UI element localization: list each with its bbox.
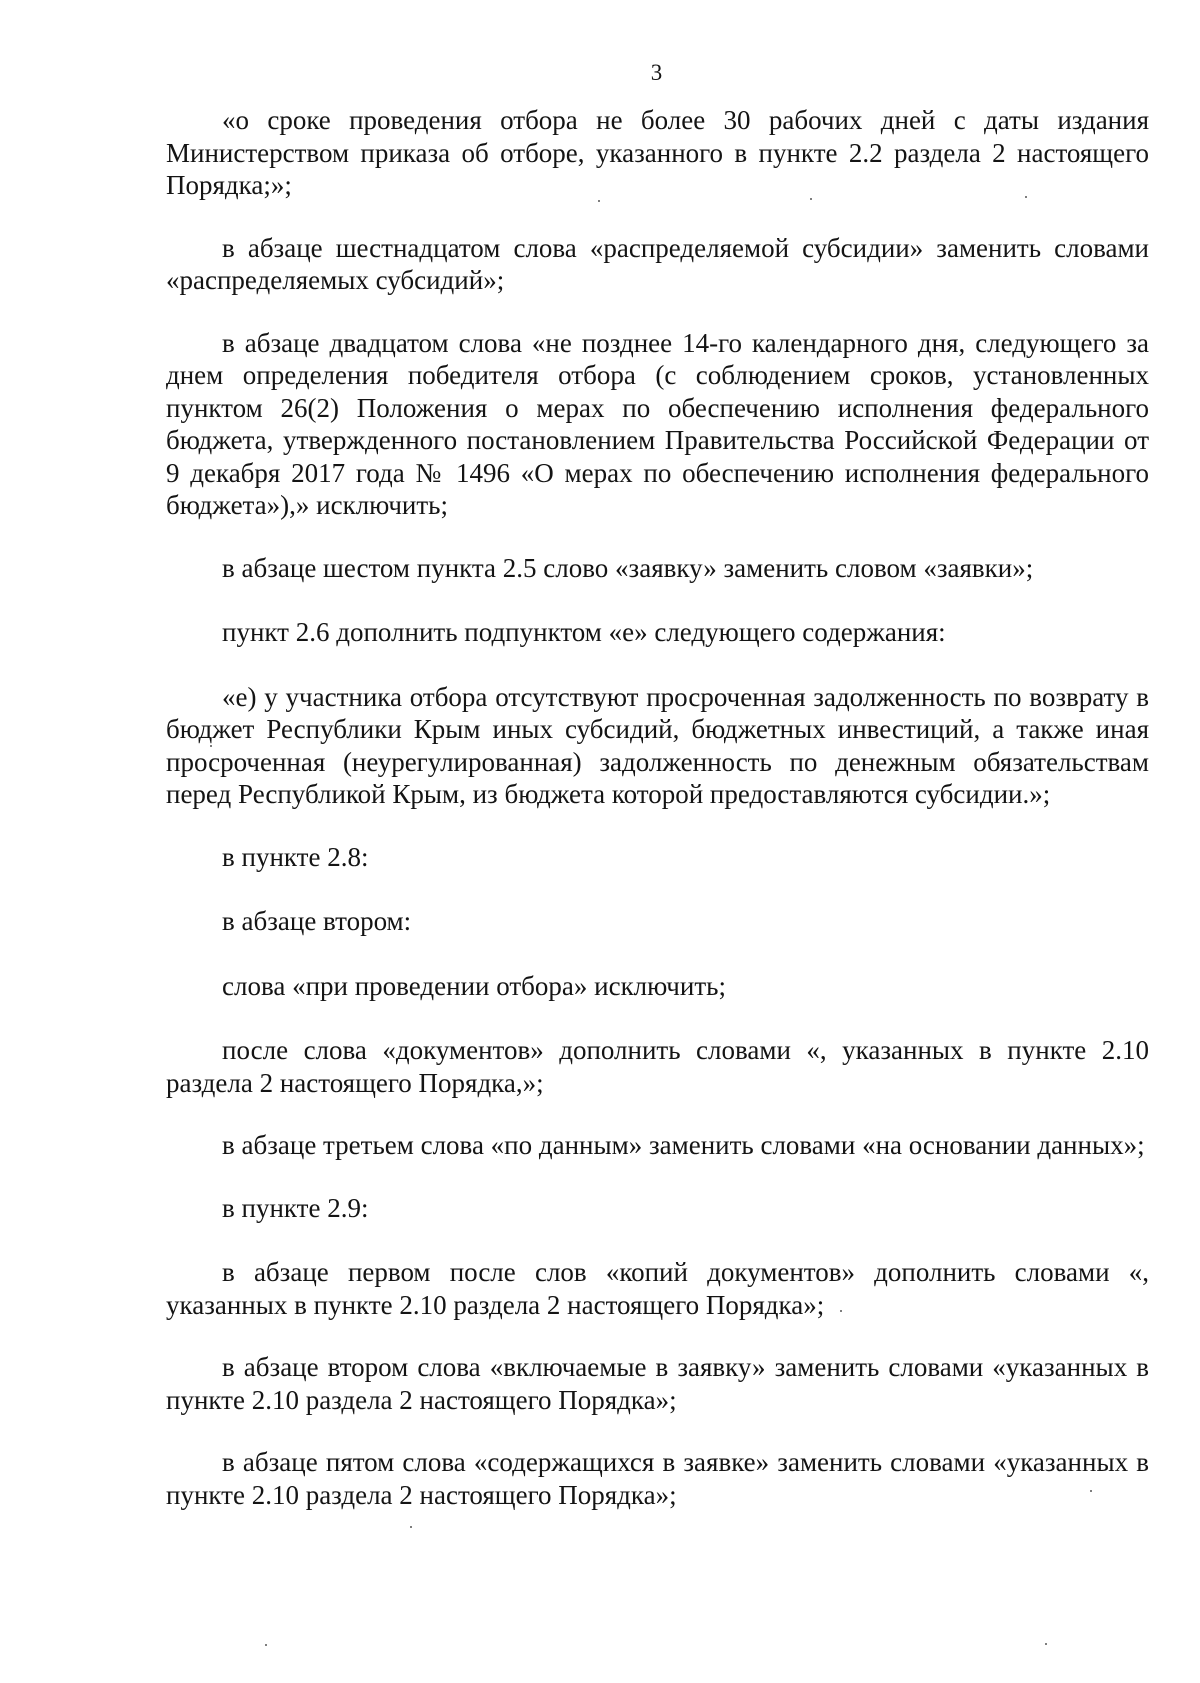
paragraph-abzac-second-included: в абзаце втором слова «включаемые в заявку» заменить словами «указанных в пункте 2.10 раздела 2 настоящего Порядка»; bbox=[166, 1352, 1149, 1415]
paragraph-selection-period: «о сроке проведения отбора не более 30 рабочих дней с даты издания Министерством приказа об отборе, указанного в пункте 2.2 раздела 2 настоящего Порядка;»; bbox=[166, 105, 1149, 200]
paragraph-abzac-20: в абзаце двадцатом слова «не позднее 14-го календарного дня, следующего за днем определения победителя отбора (с соблюдением сроков, установленных пунктом 26(2) Положения о мерах по обеспечению исполнения федерального бюджета, утвержденного постановлением Правительства Российской Федерации от 9 декабря 2017 года № 1496 «О мерах по обеспечению исполнения федерального бюджета»),» исключить; bbox=[166, 327, 1149, 520]
paragraph-punkt-2-8: в пункте 2.8: bbox=[222, 841, 369, 872]
paragraph-punkt-2-9: в пункте 2.9: bbox=[222, 1192, 369, 1223]
document-body bbox=[166, 104, 1149, 1541]
paragraph-words-exclude: слова «при проведении отбора» исключить; bbox=[222, 970, 726, 1001]
scan-speck bbox=[598, 200, 600, 202]
scan-speck bbox=[1090, 1490, 1092, 1492]
scan-speck bbox=[1025, 196, 1027, 198]
paragraph-abzac-first: в абзаце первом после слов «копий документов» дополнить словами «, указанных в пункте 2.10 раздела 2 настоящего Порядка»; bbox=[166, 1257, 1149, 1320]
paragraph-subpunkt-e: «е) у участника отбора отсутствуют просроченная задолженность по возврату в бюджет Республики Крым иных субсидий, бюджетных инвестиций, а также иная просроченная (неурегулированная) задолженность по денежным обязательствам перед Республикой Крым, из бюджета которой предоставляются субсидии.»; bbox=[166, 681, 1149, 809]
paragraph-punkt-2-6: пункт 2.6 дополнить подпунктом «е» следующего содержания: bbox=[222, 617, 946, 647]
scan-speck bbox=[810, 198, 812, 200]
page-number: 3 bbox=[650, 60, 663, 85]
paragraph-after-documents: после слова «документов» дополнить словами «, указанных в пункте 2.10 раздела 2 настоящего Порядка,»; bbox=[166, 1035, 1149, 1098]
paragraph-punkt-2-5: в абзаце шестом пункта 2.5 слово «заявку» заменить словом «заявки»; bbox=[222, 552, 1034, 583]
scan-speck bbox=[1045, 1643, 1047, 1645]
scan-speck bbox=[410, 1526, 412, 1528]
paragraph-abzac-fifth: в абзаце пятом слова «содержащихся в заявке» заменить словами «указанных в пункте 2.10 раздела 2 настоящего Порядка»; bbox=[166, 1447, 1149, 1510]
scan-speck bbox=[840, 1310, 842, 1312]
paragraph-abzac-third: в абзаце третьем слова «по данным» заменить словами «на основании данных»; bbox=[222, 1130, 1145, 1160]
scan-speck bbox=[210, 745, 212, 747]
paragraph-abzac-16: в абзаце шестнадцатом слова «распределяемой субсидии» заменить словами «распределяемых субсидий»; bbox=[166, 232, 1149, 295]
paragraph-abzac-second: в абзаце втором: bbox=[222, 906, 412, 936]
scan-speck bbox=[265, 1644, 267, 1646]
